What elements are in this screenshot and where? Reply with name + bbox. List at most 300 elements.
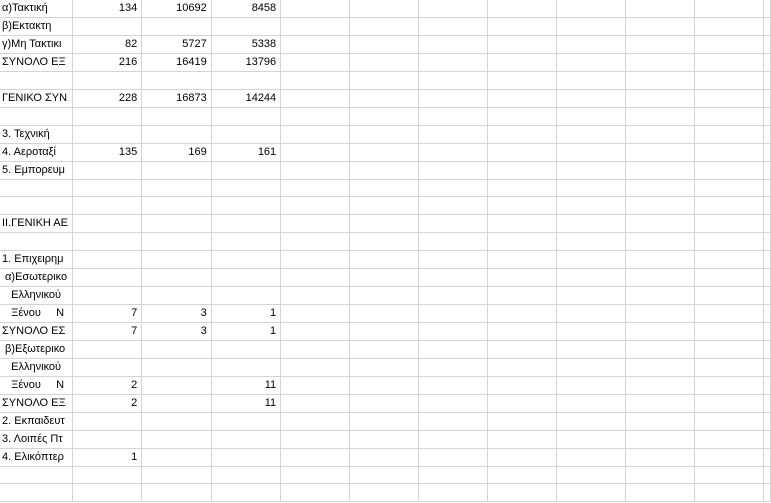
- empty-cell[interactable]: [764, 358, 771, 376]
- value-cell[interactable]: [72, 72, 141, 90]
- empty-cell[interactable]: [281, 466, 350, 484]
- empty-cell[interactable]: [350, 179, 419, 197]
- empty-cell[interactable]: [281, 250, 350, 268]
- empty-cell[interactable]: [350, 484, 419, 502]
- row-label-cell[interactable]: Ελληνικού: [0, 286, 72, 304]
- empty-cell[interactable]: [419, 36, 488, 54]
- row-label-cell[interactable]: 2. Εκπαιδευτ: [0, 412, 72, 430]
- empty-cell[interactable]: [557, 232, 626, 250]
- value-cell[interactable]: [142, 250, 211, 268]
- value-cell[interactable]: [142, 214, 211, 232]
- empty-cell[interactable]: [694, 304, 763, 322]
- empty-cell[interactable]: [488, 125, 557, 143]
- row-label-cell[interactable]: ΣΥΝΟΛΟ ΕΣ: [0, 322, 72, 340]
- empty-cell[interactable]: [626, 232, 695, 250]
- empty-cell[interactable]: [764, 430, 771, 448]
- empty-cell[interactable]: [281, 0, 350, 18]
- value-cell[interactable]: 3: [142, 322, 211, 340]
- value-cell[interactable]: [211, 72, 280, 90]
- value-cell[interactable]: [142, 286, 211, 304]
- empty-cell[interactable]: [488, 340, 557, 358]
- empty-cell[interactable]: [694, 125, 763, 143]
- empty-cell[interactable]: [350, 232, 419, 250]
- empty-cell[interactable]: [557, 322, 626, 340]
- value-cell[interactable]: [211, 430, 280, 448]
- value-cell[interactable]: 169: [142, 143, 211, 161]
- empty-cell[interactable]: [419, 376, 488, 394]
- empty-cell[interactable]: [488, 376, 557, 394]
- empty-cell[interactable]: [694, 322, 763, 340]
- value-cell[interactable]: [211, 358, 280, 376]
- empty-cell[interactable]: [350, 448, 419, 466]
- empty-cell[interactable]: [488, 89, 557, 107]
- empty-cell[interactable]: [281, 107, 350, 125]
- row-label-cell[interactable]: [0, 107, 72, 125]
- value-cell[interactable]: [72, 214, 141, 232]
- value-cell[interactable]: [142, 412, 211, 430]
- empty-cell[interactable]: [488, 232, 557, 250]
- empty-cell[interactable]: [626, 322, 695, 340]
- empty-cell[interactable]: [350, 125, 419, 143]
- empty-cell[interactable]: [694, 36, 763, 54]
- value-cell[interactable]: [142, 179, 211, 197]
- value-cell[interactable]: 161: [211, 143, 280, 161]
- value-cell[interactable]: 228: [72, 89, 141, 107]
- empty-cell[interactable]: [419, 72, 488, 90]
- empty-cell[interactable]: [764, 376, 771, 394]
- empty-cell[interactable]: [488, 358, 557, 376]
- empty-cell[interactable]: [694, 268, 763, 286]
- empty-cell[interactable]: [694, 89, 763, 107]
- empty-cell[interactable]: [764, 125, 771, 143]
- empty-cell[interactable]: [626, 107, 695, 125]
- row-label-cell[interactable]: [0, 179, 72, 197]
- value-cell[interactable]: 1: [211, 304, 280, 322]
- empty-cell[interactable]: [764, 18, 771, 36]
- empty-cell[interactable]: [488, 304, 557, 322]
- value-cell[interactable]: [72, 340, 141, 358]
- empty-cell[interactable]: [488, 268, 557, 286]
- empty-cell[interactable]: [350, 107, 419, 125]
- value-cell[interactable]: [142, 430, 211, 448]
- value-cell[interactable]: [142, 268, 211, 286]
- empty-cell[interactable]: [764, 304, 771, 322]
- value-cell[interactable]: [72, 125, 141, 143]
- value-cell[interactable]: 135: [72, 143, 141, 161]
- empty-cell[interactable]: [557, 214, 626, 232]
- row-label-cell[interactable]: 3. Λοιπές Πτ: [0, 430, 72, 448]
- value-cell[interactable]: [142, 340, 211, 358]
- value-cell[interactable]: 16873: [142, 89, 211, 107]
- empty-cell[interactable]: [281, 340, 350, 358]
- empty-cell[interactable]: [764, 197, 771, 215]
- value-cell[interactable]: 7: [72, 322, 141, 340]
- value-cell[interactable]: 13796: [211, 54, 280, 72]
- value-cell[interactable]: 1: [72, 448, 141, 466]
- empty-cell[interactable]: [557, 286, 626, 304]
- empty-cell[interactable]: [694, 143, 763, 161]
- empty-cell[interactable]: [557, 376, 626, 394]
- empty-cell[interactable]: [764, 286, 771, 304]
- row-label-cell[interactable]: ΓΕΝΙΚΟ ΣΥΝ: [0, 89, 72, 107]
- empty-cell[interactable]: [694, 0, 763, 18]
- empty-cell[interactable]: [488, 214, 557, 232]
- empty-cell[interactable]: [281, 54, 350, 72]
- row-label-cell[interactable]: [0, 72, 72, 90]
- empty-cell[interactable]: [419, 250, 488, 268]
- empty-cell[interactable]: [350, 36, 419, 54]
- empty-cell[interactable]: [350, 286, 419, 304]
- empty-cell[interactable]: [557, 161, 626, 179]
- empty-cell[interactable]: [626, 358, 695, 376]
- row-label-cell[interactable]: [0, 484, 72, 502]
- empty-cell[interactable]: [626, 143, 695, 161]
- value-cell[interactable]: [72, 412, 141, 430]
- value-cell[interactable]: [142, 466, 211, 484]
- empty-cell[interactable]: [694, 197, 763, 215]
- empty-cell[interactable]: [419, 304, 488, 322]
- empty-cell[interactable]: [281, 358, 350, 376]
- empty-cell[interactable]: [488, 484, 557, 502]
- row-label-cell[interactable]: 1. Επιχειρημ: [0, 250, 72, 268]
- empty-cell[interactable]: [419, 484, 488, 502]
- row-label-cell[interactable]: [0, 197, 72, 215]
- empty-cell[interactable]: [764, 232, 771, 250]
- empty-cell[interactable]: [281, 179, 350, 197]
- empty-cell[interactable]: [488, 143, 557, 161]
- value-cell[interactable]: [211, 448, 280, 466]
- empty-cell[interactable]: [764, 322, 771, 340]
- empty-cell[interactable]: [694, 430, 763, 448]
- empty-cell[interactable]: [694, 394, 763, 412]
- empty-cell[interactable]: [281, 286, 350, 304]
- empty-cell[interactable]: [694, 448, 763, 466]
- empty-cell[interactable]: [557, 89, 626, 107]
- empty-cell[interactable]: [419, 0, 488, 18]
- value-cell[interactable]: [211, 340, 280, 358]
- empty-cell[interactable]: [764, 72, 771, 90]
- empty-cell[interactable]: [488, 161, 557, 179]
- empty-cell[interactable]: [350, 304, 419, 322]
- empty-cell[interactable]: [694, 107, 763, 125]
- row-label-cell[interactable]: Ξένου Ν: [0, 304, 72, 322]
- empty-cell[interactable]: [419, 89, 488, 107]
- empty-cell[interactable]: [694, 72, 763, 90]
- empty-cell[interactable]: [764, 412, 771, 430]
- empty-cell[interactable]: [419, 161, 488, 179]
- value-cell[interactable]: [72, 286, 141, 304]
- empty-cell[interactable]: [764, 268, 771, 286]
- empty-cell[interactable]: [626, 89, 695, 107]
- empty-cell[interactable]: [626, 394, 695, 412]
- empty-cell[interactable]: [350, 412, 419, 430]
- value-cell[interactable]: [211, 18, 280, 36]
- value-cell[interactable]: 82: [72, 36, 141, 54]
- value-cell[interactable]: [211, 412, 280, 430]
- empty-cell[interactable]: [419, 286, 488, 304]
- empty-cell[interactable]: [764, 448, 771, 466]
- empty-cell[interactable]: [281, 448, 350, 466]
- value-cell[interactable]: [142, 376, 211, 394]
- empty-cell[interactable]: [557, 304, 626, 322]
- row-label-cell[interactable]: β)Εκτακτη: [0, 18, 72, 36]
- value-cell[interactable]: [142, 394, 211, 412]
- empty-cell[interactable]: [488, 0, 557, 18]
- empty-cell[interactable]: [488, 179, 557, 197]
- empty-cell[interactable]: [694, 358, 763, 376]
- empty-cell[interactable]: [419, 448, 488, 466]
- value-cell[interactable]: [72, 268, 141, 286]
- empty-cell[interactable]: [419, 214, 488, 232]
- value-cell[interactable]: [211, 214, 280, 232]
- empty-cell[interactable]: [419, 340, 488, 358]
- empty-cell[interactable]: [626, 286, 695, 304]
- empty-cell[interactable]: [557, 340, 626, 358]
- empty-cell[interactable]: [626, 484, 695, 502]
- empty-cell[interactable]: [626, 72, 695, 90]
- value-cell[interactable]: [142, 484, 211, 502]
- empty-cell[interactable]: [419, 18, 488, 36]
- row-label-cell[interactable]: [0, 466, 72, 484]
- empty-cell[interactable]: [350, 214, 419, 232]
- empty-cell[interactable]: [626, 125, 695, 143]
- empty-cell[interactable]: [557, 466, 626, 484]
- value-cell[interactable]: [142, 232, 211, 250]
- value-cell[interactable]: [72, 161, 141, 179]
- row-label-cell[interactable]: ΣΥΝΟΛΟ ΕΞ: [0, 54, 72, 72]
- empty-cell[interactable]: [281, 412, 350, 430]
- empty-cell[interactable]: [281, 322, 350, 340]
- empty-cell[interactable]: [557, 412, 626, 430]
- row-label-cell[interactable]: α)Τακτική: [0, 0, 72, 18]
- empty-cell[interactable]: [626, 376, 695, 394]
- row-label-cell[interactable]: 5. Εμπορευμ: [0, 161, 72, 179]
- value-cell[interactable]: 14244: [211, 89, 280, 107]
- empty-cell[interactable]: [764, 340, 771, 358]
- empty-cell[interactable]: [419, 430, 488, 448]
- value-cell[interactable]: [142, 125, 211, 143]
- empty-cell[interactable]: [764, 143, 771, 161]
- empty-cell[interactable]: [626, 340, 695, 358]
- empty-cell[interactable]: [281, 161, 350, 179]
- value-cell[interactable]: 11: [211, 376, 280, 394]
- value-cell[interactable]: [211, 107, 280, 125]
- empty-cell[interactable]: [419, 322, 488, 340]
- empty-cell[interactable]: [350, 466, 419, 484]
- value-cell[interactable]: [211, 161, 280, 179]
- empty-cell[interactable]: [350, 430, 419, 448]
- empty-cell[interactable]: [281, 484, 350, 502]
- value-cell[interactable]: 10692: [142, 0, 211, 18]
- empty-cell[interactable]: [350, 340, 419, 358]
- empty-cell[interactable]: [281, 18, 350, 36]
- empty-cell[interactable]: [350, 54, 419, 72]
- value-cell[interactable]: [211, 466, 280, 484]
- row-label-cell[interactable]: 3. Τεχνική: [0, 125, 72, 143]
- value-cell[interactable]: 11: [211, 394, 280, 412]
- value-cell[interactable]: [142, 197, 211, 215]
- value-cell[interactable]: [142, 107, 211, 125]
- empty-cell[interactable]: [419, 466, 488, 484]
- empty-cell[interactable]: [557, 268, 626, 286]
- empty-cell[interactable]: [764, 0, 771, 18]
- empty-cell[interactable]: [419, 268, 488, 286]
- empty-cell[interactable]: [488, 197, 557, 215]
- value-cell[interactable]: 5338: [211, 36, 280, 54]
- empty-cell[interactable]: [488, 466, 557, 484]
- empty-cell[interactable]: [350, 358, 419, 376]
- value-cell[interactable]: [211, 232, 280, 250]
- empty-cell[interactable]: [626, 466, 695, 484]
- empty-cell[interactable]: [350, 161, 419, 179]
- value-cell[interactable]: [142, 448, 211, 466]
- value-cell[interactable]: [142, 358, 211, 376]
- empty-cell[interactable]: [626, 430, 695, 448]
- value-cell[interactable]: 8458: [211, 0, 280, 18]
- empty-cell[interactable]: [764, 107, 771, 125]
- empty-cell[interactable]: [281, 304, 350, 322]
- empty-cell[interactable]: [488, 36, 557, 54]
- empty-cell[interactable]: [419, 197, 488, 215]
- value-cell[interactable]: [72, 18, 141, 36]
- empty-cell[interactable]: [557, 358, 626, 376]
- empty-cell[interactable]: [626, 18, 695, 36]
- empty-cell[interactable]: [557, 394, 626, 412]
- empty-cell[interactable]: [419, 179, 488, 197]
- row-label-cell[interactable]: Ξένου Ν: [0, 376, 72, 394]
- empty-cell[interactable]: [626, 161, 695, 179]
- value-cell[interactable]: [72, 250, 141, 268]
- empty-cell[interactable]: [281, 143, 350, 161]
- empty-cell[interactable]: [626, 448, 695, 466]
- value-cell[interactable]: [72, 430, 141, 448]
- value-cell[interactable]: [142, 18, 211, 36]
- empty-cell[interactable]: [281, 125, 350, 143]
- row-label-cell[interactable]: Ελληνικού: [0, 358, 72, 376]
- empty-cell[interactable]: [350, 268, 419, 286]
- row-label-cell[interactable]: [0, 232, 72, 250]
- empty-cell[interactable]: [488, 394, 557, 412]
- empty-cell[interactable]: [557, 72, 626, 90]
- empty-cell[interactable]: [419, 107, 488, 125]
- empty-cell[interactable]: [694, 376, 763, 394]
- empty-cell[interactable]: [626, 268, 695, 286]
- empty-cell[interactable]: [557, 484, 626, 502]
- empty-cell[interactable]: [694, 484, 763, 502]
- value-cell[interactable]: [72, 232, 141, 250]
- empty-cell[interactable]: [419, 394, 488, 412]
- empty-cell[interactable]: [281, 376, 350, 394]
- empty-cell[interactable]: [557, 0, 626, 18]
- value-cell[interactable]: 134: [72, 0, 141, 18]
- empty-cell[interactable]: [350, 394, 419, 412]
- empty-cell[interactable]: [488, 72, 557, 90]
- empty-cell[interactable]: [694, 18, 763, 36]
- empty-cell[interactable]: [350, 89, 419, 107]
- empty-cell[interactable]: [488, 286, 557, 304]
- empty-cell[interactable]: [764, 466, 771, 484]
- empty-cell[interactable]: [419, 125, 488, 143]
- value-cell[interactable]: [211, 268, 280, 286]
- empty-cell[interactable]: [281, 394, 350, 412]
- empty-cell[interactable]: [488, 18, 557, 36]
- empty-cell[interactable]: [694, 412, 763, 430]
- value-cell[interactable]: [211, 197, 280, 215]
- empty-cell[interactable]: [694, 466, 763, 484]
- empty-cell[interactable]: [764, 89, 771, 107]
- empty-cell[interactable]: [694, 161, 763, 179]
- empty-cell[interactable]: [557, 250, 626, 268]
- empty-cell[interactable]: [694, 232, 763, 250]
- empty-cell[interactable]: [694, 214, 763, 232]
- empty-cell[interactable]: [694, 179, 763, 197]
- empty-cell[interactable]: [764, 250, 771, 268]
- empty-cell[interactable]: [626, 250, 695, 268]
- empty-cell[interactable]: [694, 286, 763, 304]
- empty-cell[interactable]: [557, 448, 626, 466]
- value-cell[interactable]: [72, 466, 141, 484]
- empty-cell[interactable]: [694, 340, 763, 358]
- empty-cell[interactable]: [488, 54, 557, 72]
- empty-cell[interactable]: [281, 268, 350, 286]
- empty-cell[interactable]: [557, 125, 626, 143]
- empty-cell[interactable]: [419, 358, 488, 376]
- row-label-cell[interactable]: γ)Μη Τακτικι: [0, 36, 72, 54]
- empty-cell[interactable]: [419, 143, 488, 161]
- empty-cell[interactable]: [557, 179, 626, 197]
- row-label-cell[interactable]: 4. Αεροταξί: [0, 143, 72, 161]
- empty-cell[interactable]: [764, 161, 771, 179]
- empty-cell[interactable]: [488, 322, 557, 340]
- empty-cell[interactable]: [281, 89, 350, 107]
- row-label-cell[interactable]: ΣΥΝΟΛΟ ΕΞ: [0, 394, 72, 412]
- empty-cell[interactable]: [419, 232, 488, 250]
- empty-cell[interactable]: [764, 36, 771, 54]
- value-cell[interactable]: [211, 484, 280, 502]
- value-cell[interactable]: [72, 107, 141, 125]
- value-cell[interactable]: 216: [72, 54, 141, 72]
- empty-cell[interactable]: [281, 36, 350, 54]
- empty-cell[interactable]: [557, 107, 626, 125]
- value-cell[interactable]: [72, 484, 141, 502]
- empty-cell[interactable]: [626, 54, 695, 72]
- value-cell[interactable]: 16419: [142, 54, 211, 72]
- value-cell[interactable]: [211, 179, 280, 197]
- empty-cell[interactable]: [488, 412, 557, 430]
- empty-cell[interactable]: [488, 250, 557, 268]
- empty-cell[interactable]: [557, 197, 626, 215]
- empty-cell[interactable]: [419, 54, 488, 72]
- value-cell[interactable]: [72, 179, 141, 197]
- empty-cell[interactable]: [419, 412, 488, 430]
- row-label-cell[interactable]: α)Εσωτερικο: [0, 268, 72, 286]
- empty-cell[interactable]: [764, 179, 771, 197]
- empty-cell[interactable]: [557, 143, 626, 161]
- empty-cell[interactable]: [764, 394, 771, 412]
- empty-cell[interactable]: [281, 197, 350, 215]
- value-cell[interactable]: [142, 72, 211, 90]
- empty-cell[interactable]: [350, 376, 419, 394]
- value-cell[interactable]: 3: [142, 304, 211, 322]
- empty-cell[interactable]: [488, 448, 557, 466]
- row-label-cell[interactable]: β)Εξωτερικο: [0, 340, 72, 358]
- empty-cell[interactable]: [281, 214, 350, 232]
- empty-cell[interactable]: [626, 179, 695, 197]
- empty-cell[interactable]: [626, 304, 695, 322]
- value-cell[interactable]: 2: [72, 376, 141, 394]
- empty-cell[interactable]: [350, 0, 419, 18]
- empty-cell[interactable]: [764, 484, 771, 502]
